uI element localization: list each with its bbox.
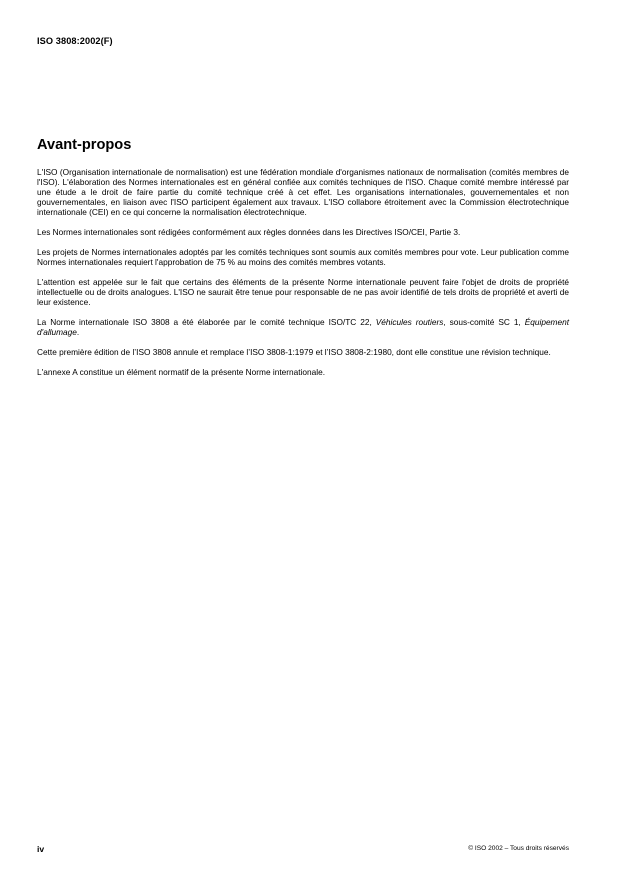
paragraph-annex: L'annexe A constitue un élément normatif de la présente Norme internationale. <box>37 367 326 377</box>
paragraph-iso-organisation: L'ISO (Organisation internationale de normalisation) est une fédération mondiale d'organismes nationaux de normalisation (comités membres de l'ISO). L'élaboration des Normes internationales est en général confiée aux comités techniques de l'ISO. Chaque comité membre intéressé par une étude a le droit de faire partie du comité technique créé à cet effet. Les organisations internationales, gouvernementales et non gouvernementales, en liaison avec l'ISO participent également aux travaux. L'ISO collabore étroitement avec la Commission électrotechnique internationale (CEI) en ce qui concerne la normalisation électrotechnique. <box>37 167 569 217</box>
subcommittee-name-italic: Équipement d'allumage <box>37 317 569 337</box>
copyright-notice: © ISO 2002 – Tous droits réservés <box>468 845 569 852</box>
paragraph-edition: Cette première édition de l’ISO 3808 annule et remplace l’ISO 3808-1:1979 et l’ISO 3808-2:1980, dont elle constitue une révision technique. <box>37 347 551 357</box>
committee-text-3: . <box>76 327 80 337</box>
foreword-body <box>37 167 569 387</box>
page-number: iv <box>37 844 45 854</box>
document-id-header: ISO 3808:2002(F) <box>37 36 113 46</box>
section-title: Avant-propos <box>37 137 132 153</box>
paragraph-committee <box>37 317 569 337</box>
committee-name-italic: Véhicules routiers <box>375 317 444 327</box>
committee-text-1: La Norme internationale ISO 3808 a été élaborée par le comité technique ISO/TC 22, <box>37 317 376 327</box>
committee-text-2: , sous-comité SC 1, <box>443 317 525 327</box>
paragraph-patent-rights: L'attention est appelée sur le fait que certains des éléments de la présente Norme internationale peuvent faire l'objet de droits de propriété intellectuelle ou de droits analogues. L'ISO ne saurait être tenue pour responsable de ne pas avoir identifié de tels droits de propriété et averti de leur existence. <box>37 277 569 307</box>
paragraph-vote: Les projets de Normes internationales adoptés par les comités techniques sont soumis aux comités membres pour vote. Leur publication comme Normes internationales requiert l'approbation de 75 % au moins des comités membres votants. <box>37 247 569 267</box>
paragraph-directives: Les Normes internationales sont rédigées conformément aux règles données dans les Directives ISO/CEI, Partie 3. <box>37 227 461 237</box>
